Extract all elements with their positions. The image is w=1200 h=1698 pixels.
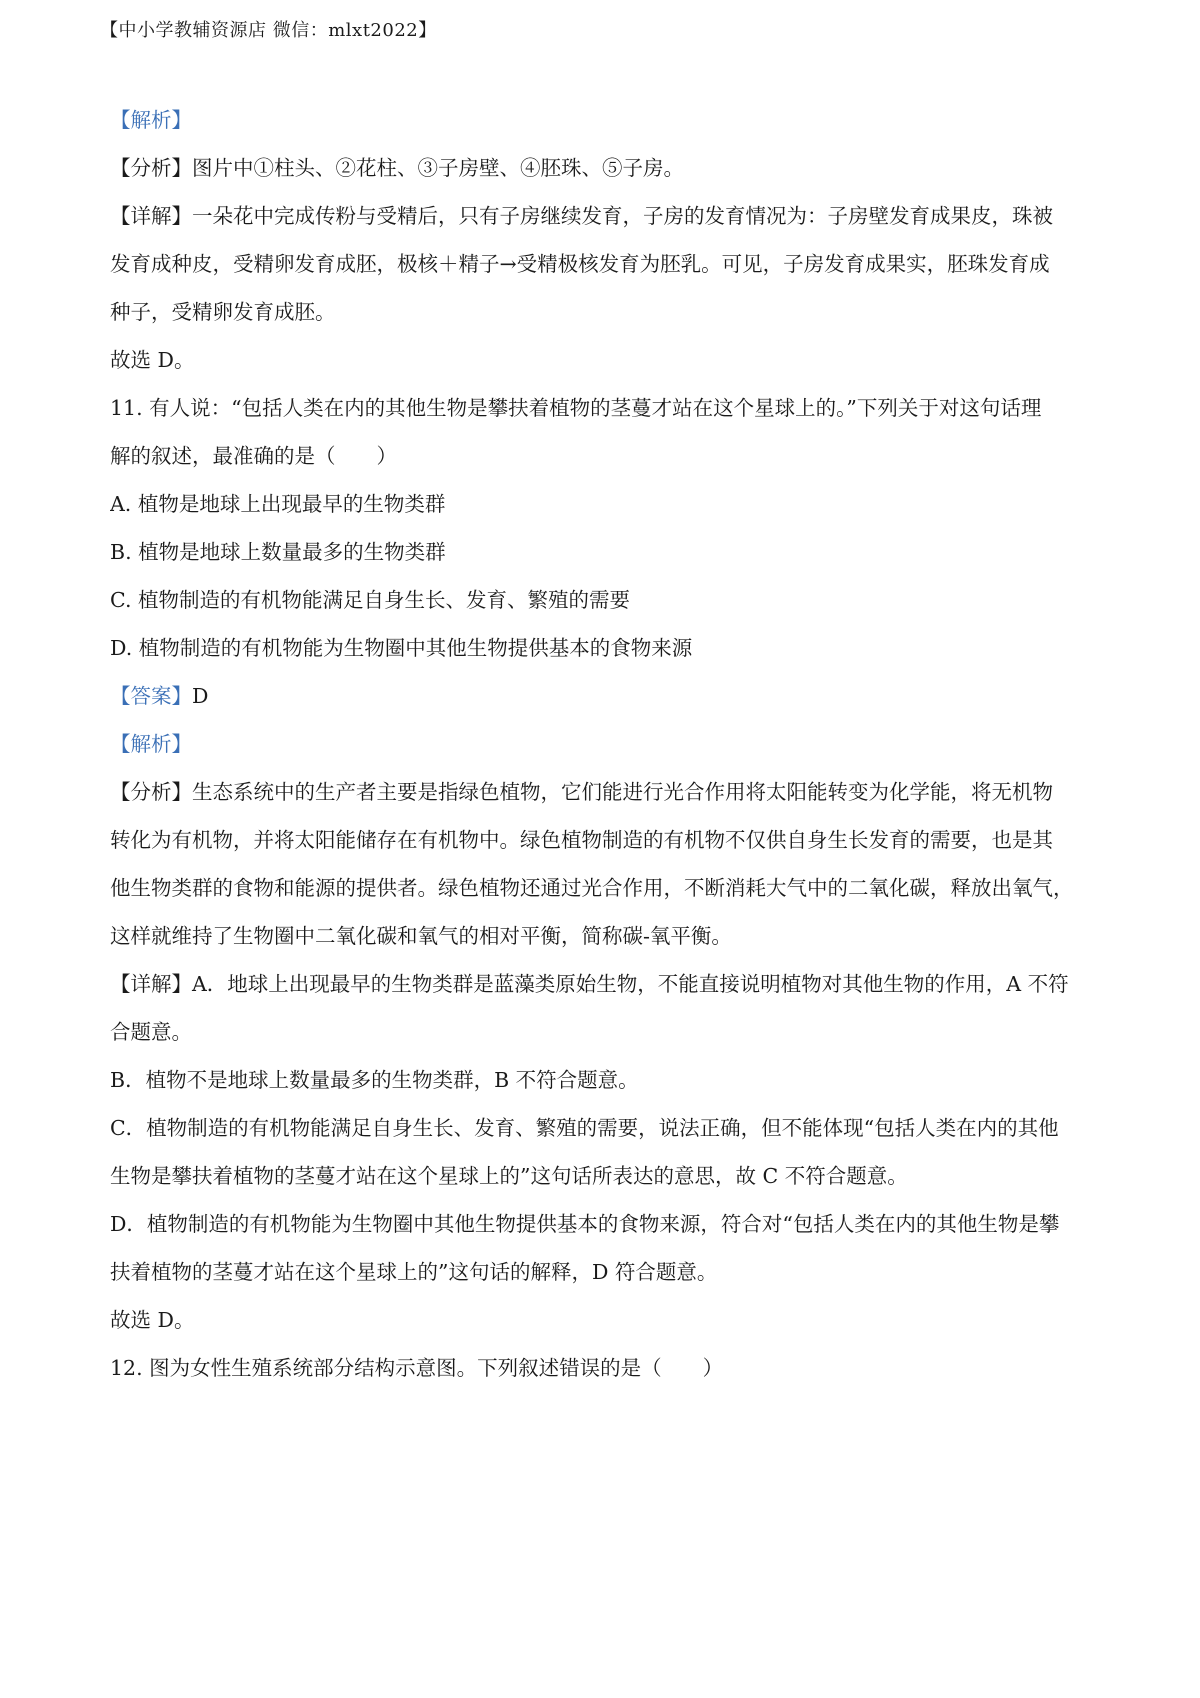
text-line: 故选 D。 bbox=[110, 348, 195, 372]
section-heading-analysis bbox=[110, 96, 1100, 144]
answer-line bbox=[110, 672, 1100, 720]
text-line: 扶着植物的茎蔓才站在这个星球上的”这句话的解释，D 符合题意。 bbox=[110, 1260, 718, 1284]
text-line: 种子，受精卵发育成胚。 bbox=[110, 300, 336, 324]
option-a: A. 植物是地球上出现最早的生物类群 bbox=[110, 492, 446, 516]
option-d: D. 植物制造的有机物能为生物圈中其他生物提供基本的食物来源 bbox=[110, 636, 693, 660]
option-b: B. 植物是地球上数量最多的生物类群 bbox=[110, 540, 446, 564]
heading-text: 【解析】 bbox=[110, 732, 192, 756]
page-header: 【中小学教辅资源店 微信：mlxt2022】 bbox=[100, 20, 437, 41]
text-line: 发育成种皮，受精卵发育成胚，极核＋精子→受精极核发育为胚乳。可见，子房发育成果实，胚珠发育成 bbox=[110, 252, 1050, 276]
text-line: 故选 D。 bbox=[110, 1308, 195, 1332]
option-c: C. 植物制造的有机物能满足自身生长、发育、繁殖的需要 bbox=[110, 588, 630, 612]
line-text: 一朵花中完成传粉与受精后，只有子房继续发育，子房的发育情况为：子房壁发育成果皮，珠被 bbox=[192, 204, 1053, 228]
line-prefix: 【分析】 bbox=[110, 156, 192, 180]
text-line bbox=[110, 144, 1100, 192]
text-line: B．植物不是地球上数量最多的生物类群，B 不符合题意。 bbox=[110, 1068, 639, 1092]
text-line bbox=[110, 192, 1100, 240]
question-11-stem-cont: 解的叙述，最准确的是（ ） bbox=[110, 444, 397, 468]
line-text: 图片中①柱头、②花柱、③子房壁、④胚珠、⑤子房。 bbox=[192, 156, 684, 180]
text-line: 这样就维持了生物圈中二氧化碳和氧气的相对平衡，简称碳-氧平衡。 bbox=[110, 924, 732, 948]
line-prefix: 【详解】 bbox=[110, 972, 192, 996]
heading-text: 【解析】 bbox=[110, 108, 192, 132]
question-12-stem: 12. 图为女性生殖系统部分结构示意图。下列叙述错误的是（ ） bbox=[110, 1356, 724, 1380]
text-line: 他生物类群的食物和能源的提供者。绿色植物还通过光合作用，不断消耗大气中的二氧化碳，释放出氧气， bbox=[110, 876, 1074, 900]
answer-label: 【答案】 bbox=[110, 684, 192, 708]
line-prefix: 【分析】 bbox=[110, 780, 192, 804]
line-text: 生态系统中的生产者主要是指绿色植物，它们能进行光合作用将太阳能转变为化学能，将无机物 bbox=[192, 780, 1053, 804]
text-line bbox=[110, 960, 1100, 1008]
question-11-stem: 11. 有人说：“包括人类在内的其他生物是攀扶着植物的茎蔓才站在这个星球上的。”下列关于对这句话理 bbox=[110, 396, 1042, 420]
text-line: 转化为有机物，并将太阳能储存在有机物中。绿色植物制造的有机物不仅供自身生长发育的需要，也是其 bbox=[110, 828, 1053, 852]
text-line: 合题意。 bbox=[110, 1020, 192, 1044]
text-line: 生物是攀扶着植物的茎蔓才站在这个星球上的”这句话所表达的意思，故 C 不符合题意。 bbox=[110, 1164, 908, 1188]
section-heading-analysis bbox=[110, 720, 1100, 768]
line-prefix: 【详解】 bbox=[110, 204, 192, 228]
answer-value: D bbox=[192, 684, 209, 708]
document-body bbox=[110, 96, 1100, 1392]
line-text: A．地球上出现最早的生物类群是蓝藻类原始生物，不能直接说明植物对其他生物的作用，A 不符 bbox=[192, 972, 1069, 996]
text-line bbox=[110, 768, 1100, 816]
text-line: C．植物制造的有机物能满足自身生长、发育、繁殖的需要，说法正确，但不能体现“包括人类在内的其他 bbox=[110, 1116, 1059, 1140]
text-line: D．植物制造的有机物能为生物圈中其他生物提供基本的食物来源，符合对“包括人类在内的其他生物是攀 bbox=[110, 1212, 1060, 1236]
